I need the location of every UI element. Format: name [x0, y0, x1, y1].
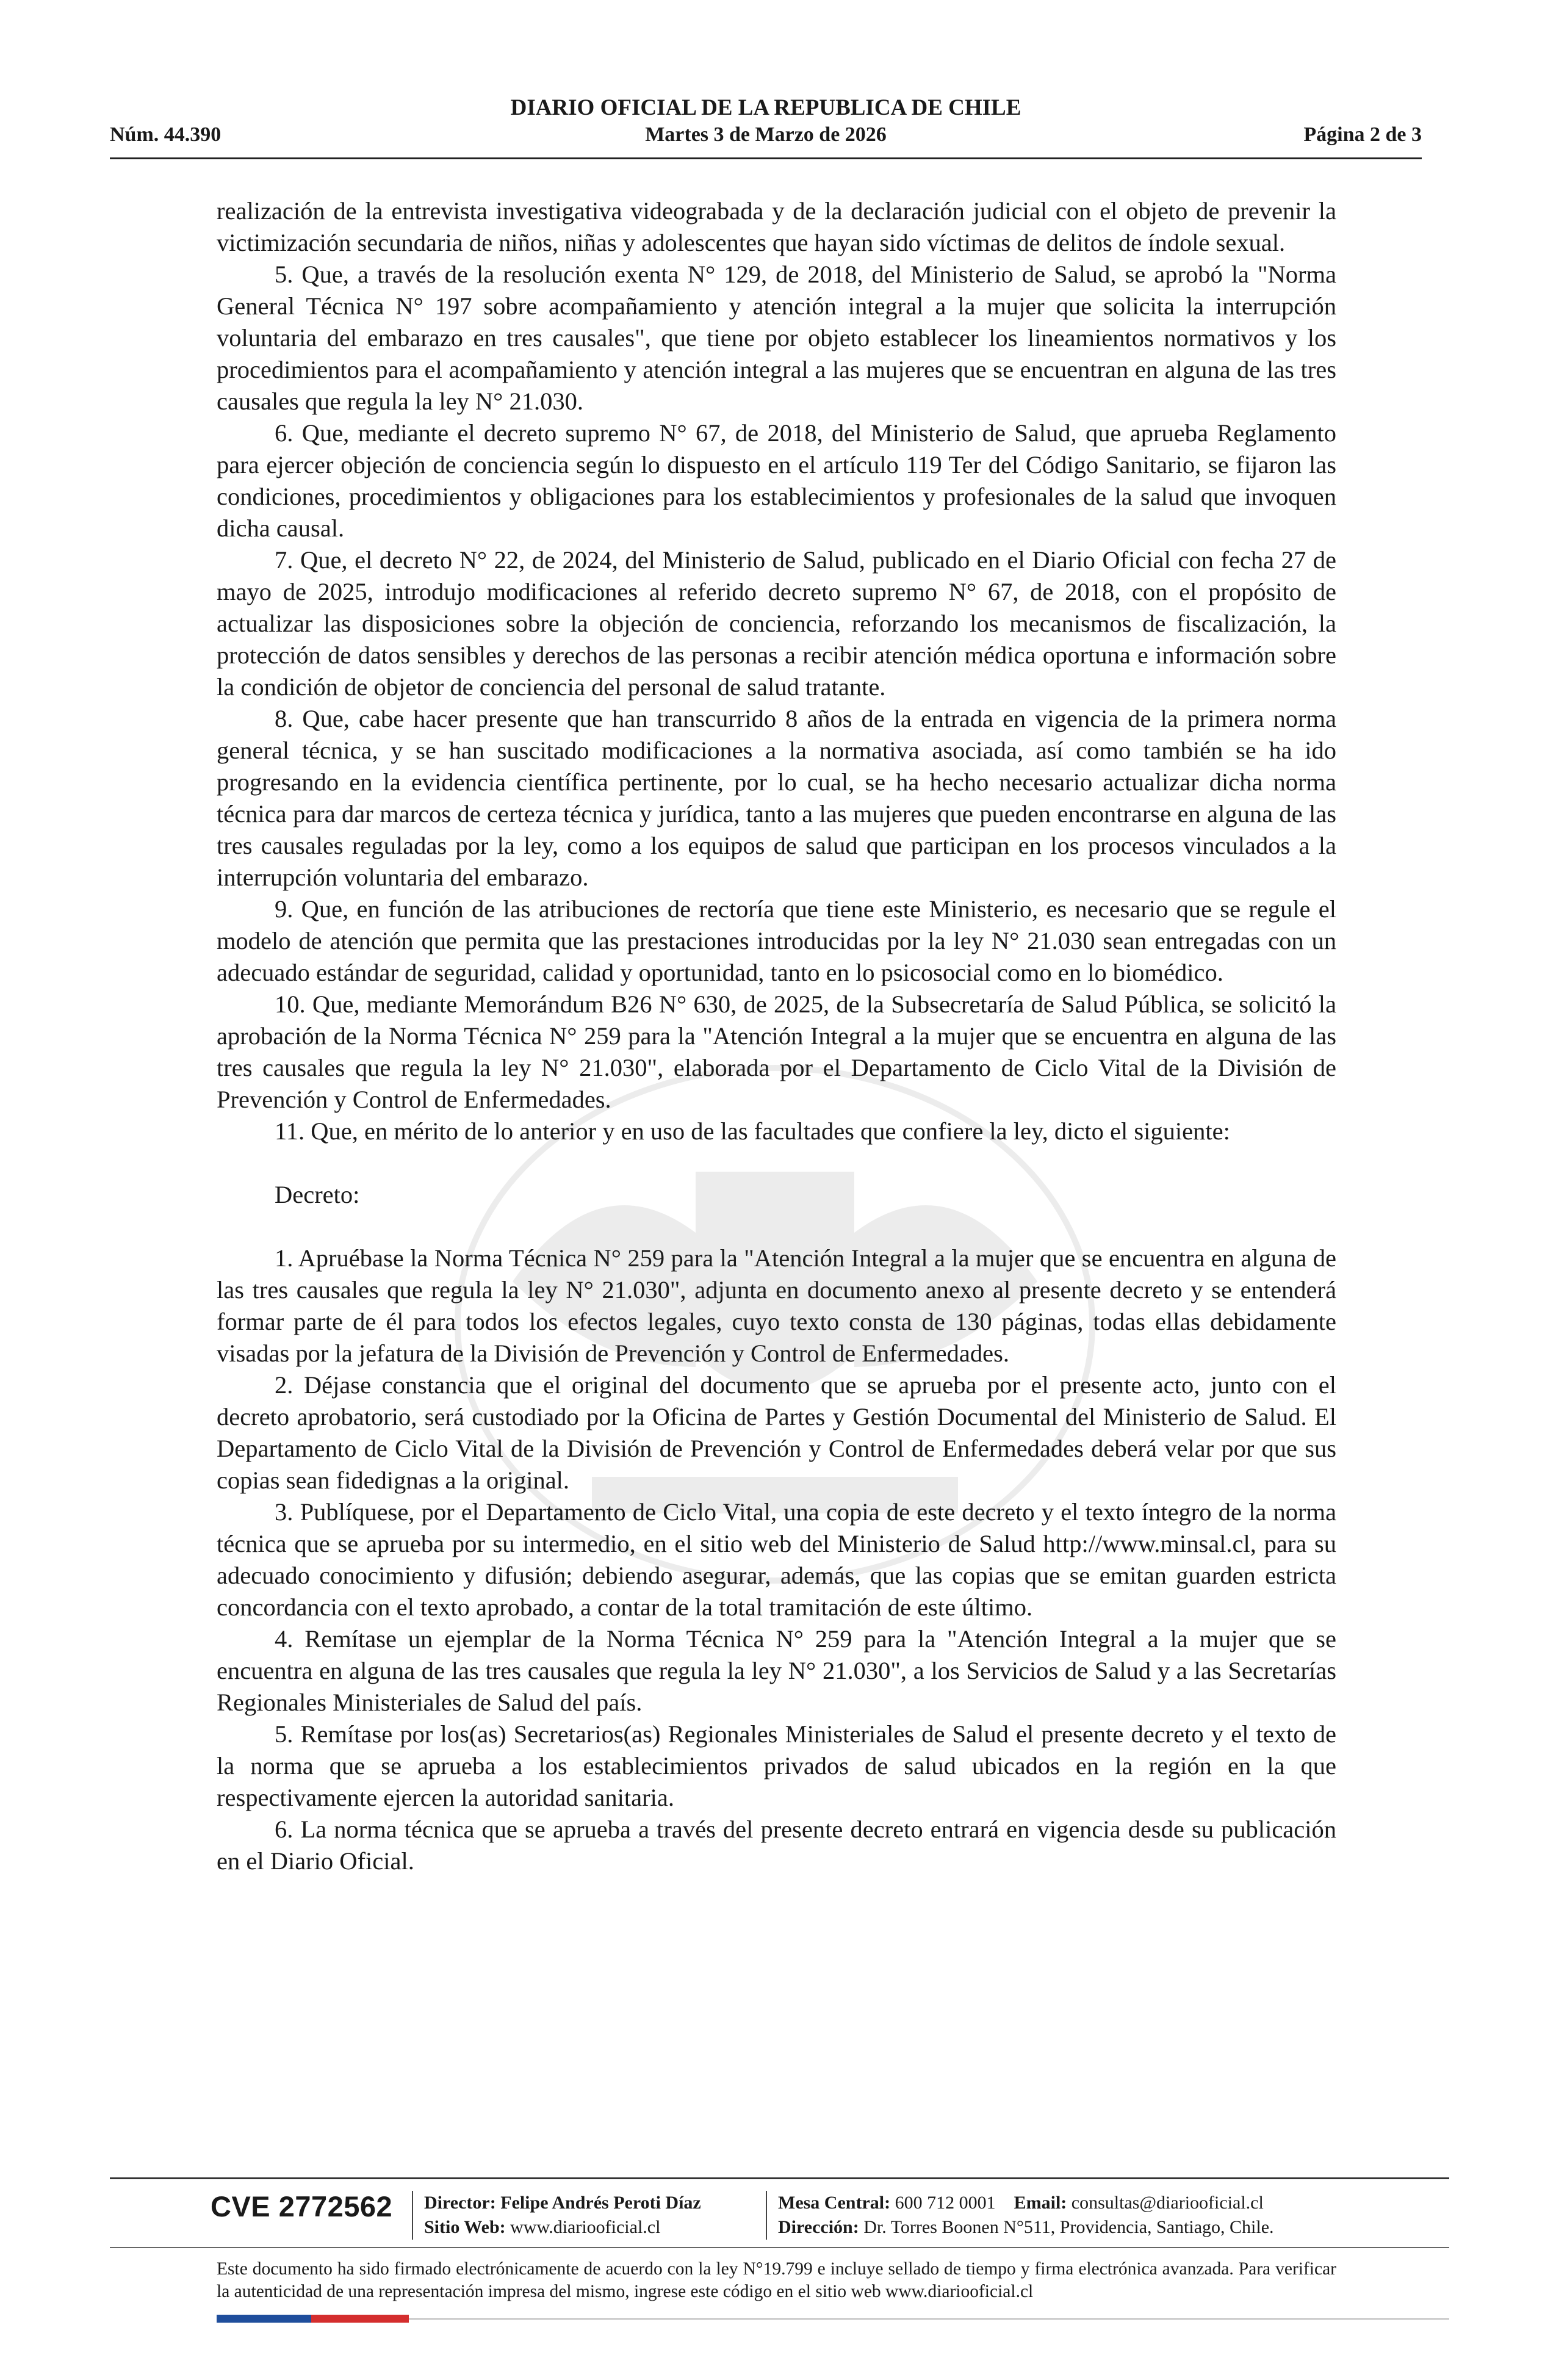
footer-director-block — [424, 2191, 701, 2240]
address-label: Dirección: — [778, 2217, 859, 2237]
signature-disclaimer: Este documento ha sido firmado electrónicamente de acuerdo con la ley N°19.799 e incluye sellado de tiempo y firma electrónica avanzada. Para verificar la autenticidad de una representación impresa del mismo, ingrese este código en el sitio web www.diariooficial.cl — [217, 2259, 1336, 2301]
page-header — [110, 95, 1422, 156]
footer-top-divider — [110, 2177, 1449, 2179]
footer-middle-divider — [110, 2247, 1449, 2248]
page-number: Página 2 de 3 — [1303, 123, 1422, 146]
website-label: Sitio Web: — [424, 2217, 506, 2237]
cve-code: CVE 2772562 — [211, 2190, 393, 2223]
footer-separator — [766, 2191, 767, 2240]
paragraph: realización de la entrevista investigativa videograbada y de la declaración judicial con el objeto de prevenir la victimización secundaria de niños, niñas y adolescentes que hayan sido víctimas de delitos de índole sexual. — [217, 197, 1336, 256]
flag-red-segment — [311, 2315, 409, 2323]
decree-heading: Decreto: — [275, 1181, 360, 1208]
chile-flag-stripe — [217, 2315, 409, 2323]
paragraph: 5. Que, a través de la resolución exenta N° 129, de 2018, del Ministerio de Salud, se aprobó la "Norma General Técnica N° 197 sobre acompañamiento y atención integral a la mujer que solicita la interrupción voluntaria del embarazo en tres causales", que tiene por objeto establecer los lineamientos normativos y los procedimientos para el acompañamiento y atención integral a las mujeres que se encuentran en alguna de las tres causales que regula la ley N° 21.030. — [217, 261, 1336, 415]
document-body — [217, 195, 1336, 1877]
phone-value: 600 712 0001 — [895, 2193, 996, 2213]
issue-date: Martes 3 de Marzo de 2026 — [645, 123, 887, 146]
issue-number: Núm. 44.390 — [110, 123, 222, 146]
paragraph: 10. Que, mediante Memorándum B26 N° 630, de 2025, de la Subsecretaría de Salud Pública, se solicitó la aprobación de la Norma Técnica N° 259 para la "Atención Integral a la mujer que se encuentra en alguna de las tres causales que regula la ley N° 21.030", elaborada por el Departamento de Ciclo Vital de la División de Prevención y Control de Enfermedades. — [217, 990, 1336, 1113]
website-link[interactable]: www.diariooficial.cl — [510, 2217, 661, 2237]
footer-bottom-line — [409, 2318, 1449, 2320]
decree-article: 3. Publíquese, por el Departamento de Ciclo Vital, una copia de este decreto y el texto íntegro de la norma técnica que se aprueba por su intermedio, en el sitio web del Ministerio de Salud http://www.minsal.cl, para su adecuado conocimiento y difusión; debiendo asegurar, además, que las copias que se emitan guarden estricta concordancia con el texto aprobado, a contar de la total tramitación de este último. — [217, 1498, 1336, 1621]
email-link[interactable]: consultas@diariooficial.cl — [1071, 2193, 1264, 2213]
footer-contact-block — [778, 2191, 1274, 2240]
flag-blue-segment — [217, 2315, 311, 2323]
decree-article: 2. Déjase constancia que el original del documento que se aprueba por el presente acto, junto con el decreto aprobatorio, será custodiado por la Oficina de Partes y Gestión Documental del Ministerio de Salud. El Departamento de Ciclo Vital de la División de Prevención y Control de Enfermedades deberá velar por que sus copias sean fidedignas a la original. — [217, 1371, 1336, 1494]
footer-separator — [412, 2191, 413, 2240]
paragraph: 9. Que, en función de las atribuciones de rectoría que tiene este Ministerio, es necesario que se regule el modelo de atención que permita que las prestaciones introducidas por la ley N° 21.030 sean entregadas con un adecuado estándar de seguridad, calidad y oportunidad, tanto en lo psicosocial como en lo biomédico. — [217, 895, 1336, 986]
address-value: Dr. Torres Boonen N°511, Providencia, Santiago, Chile. — [863, 2217, 1274, 2237]
decree-article: 4. Remítase un ejemplar de la Norma Técnica N° 259 para la "Atención Integral a la mujer que se encuentra en alguna de las tres causales que regula la ley N° 21.030", a los Servicios de Salud y a las Secretarías Regionales Ministeriales de Salud del país. — [217, 1625, 1336, 1716]
phone-label: Mesa Central: — [778, 2193, 891, 2213]
director-label: Director: Felipe Andrés Peroti Díaz — [424, 2193, 701, 2213]
decree-article: 5. Remítase por los(as) Secretarios(as) Regionales Ministeriales de Salud el presente decreto y el texto de la norma que se aprueba a los establecimientos privados de salud ubicados en la región en la que respectivamente ejercen la autoridad sanitaria. — [217, 1720, 1336, 1811]
newspaper-title: DIARIO OFICIAL DE LA REPUBLICA DE CHILE — [510, 95, 1021, 120]
email-label: Email: — [1014, 2193, 1067, 2213]
header-divider — [110, 157, 1422, 159]
decree-article: 6. La norma técnica que se aprueba a través del presente decreto entrará en vigencia desde su publicación en el Diario Oficial. — [217, 1816, 1336, 1875]
paragraph: 6. Que, mediante el decreto supremo N° 67, de 2018, del Ministerio de Salud, que aprueba Reglamento para ejercer objeción de conciencia según lo dispuesto en el artículo 119 Ter del Código Sanitario, se fijaron las condiciones, procedimientos y obligaciones para los establecimientos y profesionales de la salud que invoquen dicha causal. — [217, 419, 1336, 542]
paragraph: 7. Que, el decreto N° 22, de 2024, del Ministerio de Salud, publicado en el Diario Oficial con fecha 27 de mayo de 2025, introdujo modificaciones al referido decreto supremo N° 67, de 2018, con el propósito de actualizar las disposiciones sobre la objeción de conciencia, reforzando los mecanismos de fiscalización, la protección de datos sensibles y derechos de las personas a recibir atención médica oportuna e información sobre la condición de objetor de conciencia del personal de salud tratante. — [217, 546, 1336, 701]
paragraph: 8. Que, cabe hacer presente que han transcurrido 8 años de la entrada en vigencia de la primera norma general técnica, y se han suscitado modificaciones a la normativa asociada, así como también se ha ido progresando en la evidencia científica pertinente, por lo cual, se ha hecho necesario actualizar dicha norma técnica para dar marcos de certeza técnica y jurídica, tanto a las mujeres que pueden encontrarse en alguna de las tres causales reguladas por la ley, como a los equipos de salud que participan en los procesos vinculados a la interrupción voluntaria del embarazo. — [217, 705, 1336, 891]
decree-article: 1. Apruébase la Norma Técnica N° 259 para la "Atención Integral a la mujer que se encuentra en alguna de las tres causales que regula la ley N° 21.030", adjunta en documento anexo al presente decreto y se entenderá formar parte de él para todos los efectos legales, cuyo texto consta de 130 páginas, todas ellas debidamente visadas por la jefatura de la División de Prevención y Control de Enfermedades. — [217, 1244, 1336, 1367]
paragraph: 11. Que, en mérito de lo anterior y en uso de las facultades que confiere la ley, dicto el siguiente: — [275, 1117, 1230, 1145]
